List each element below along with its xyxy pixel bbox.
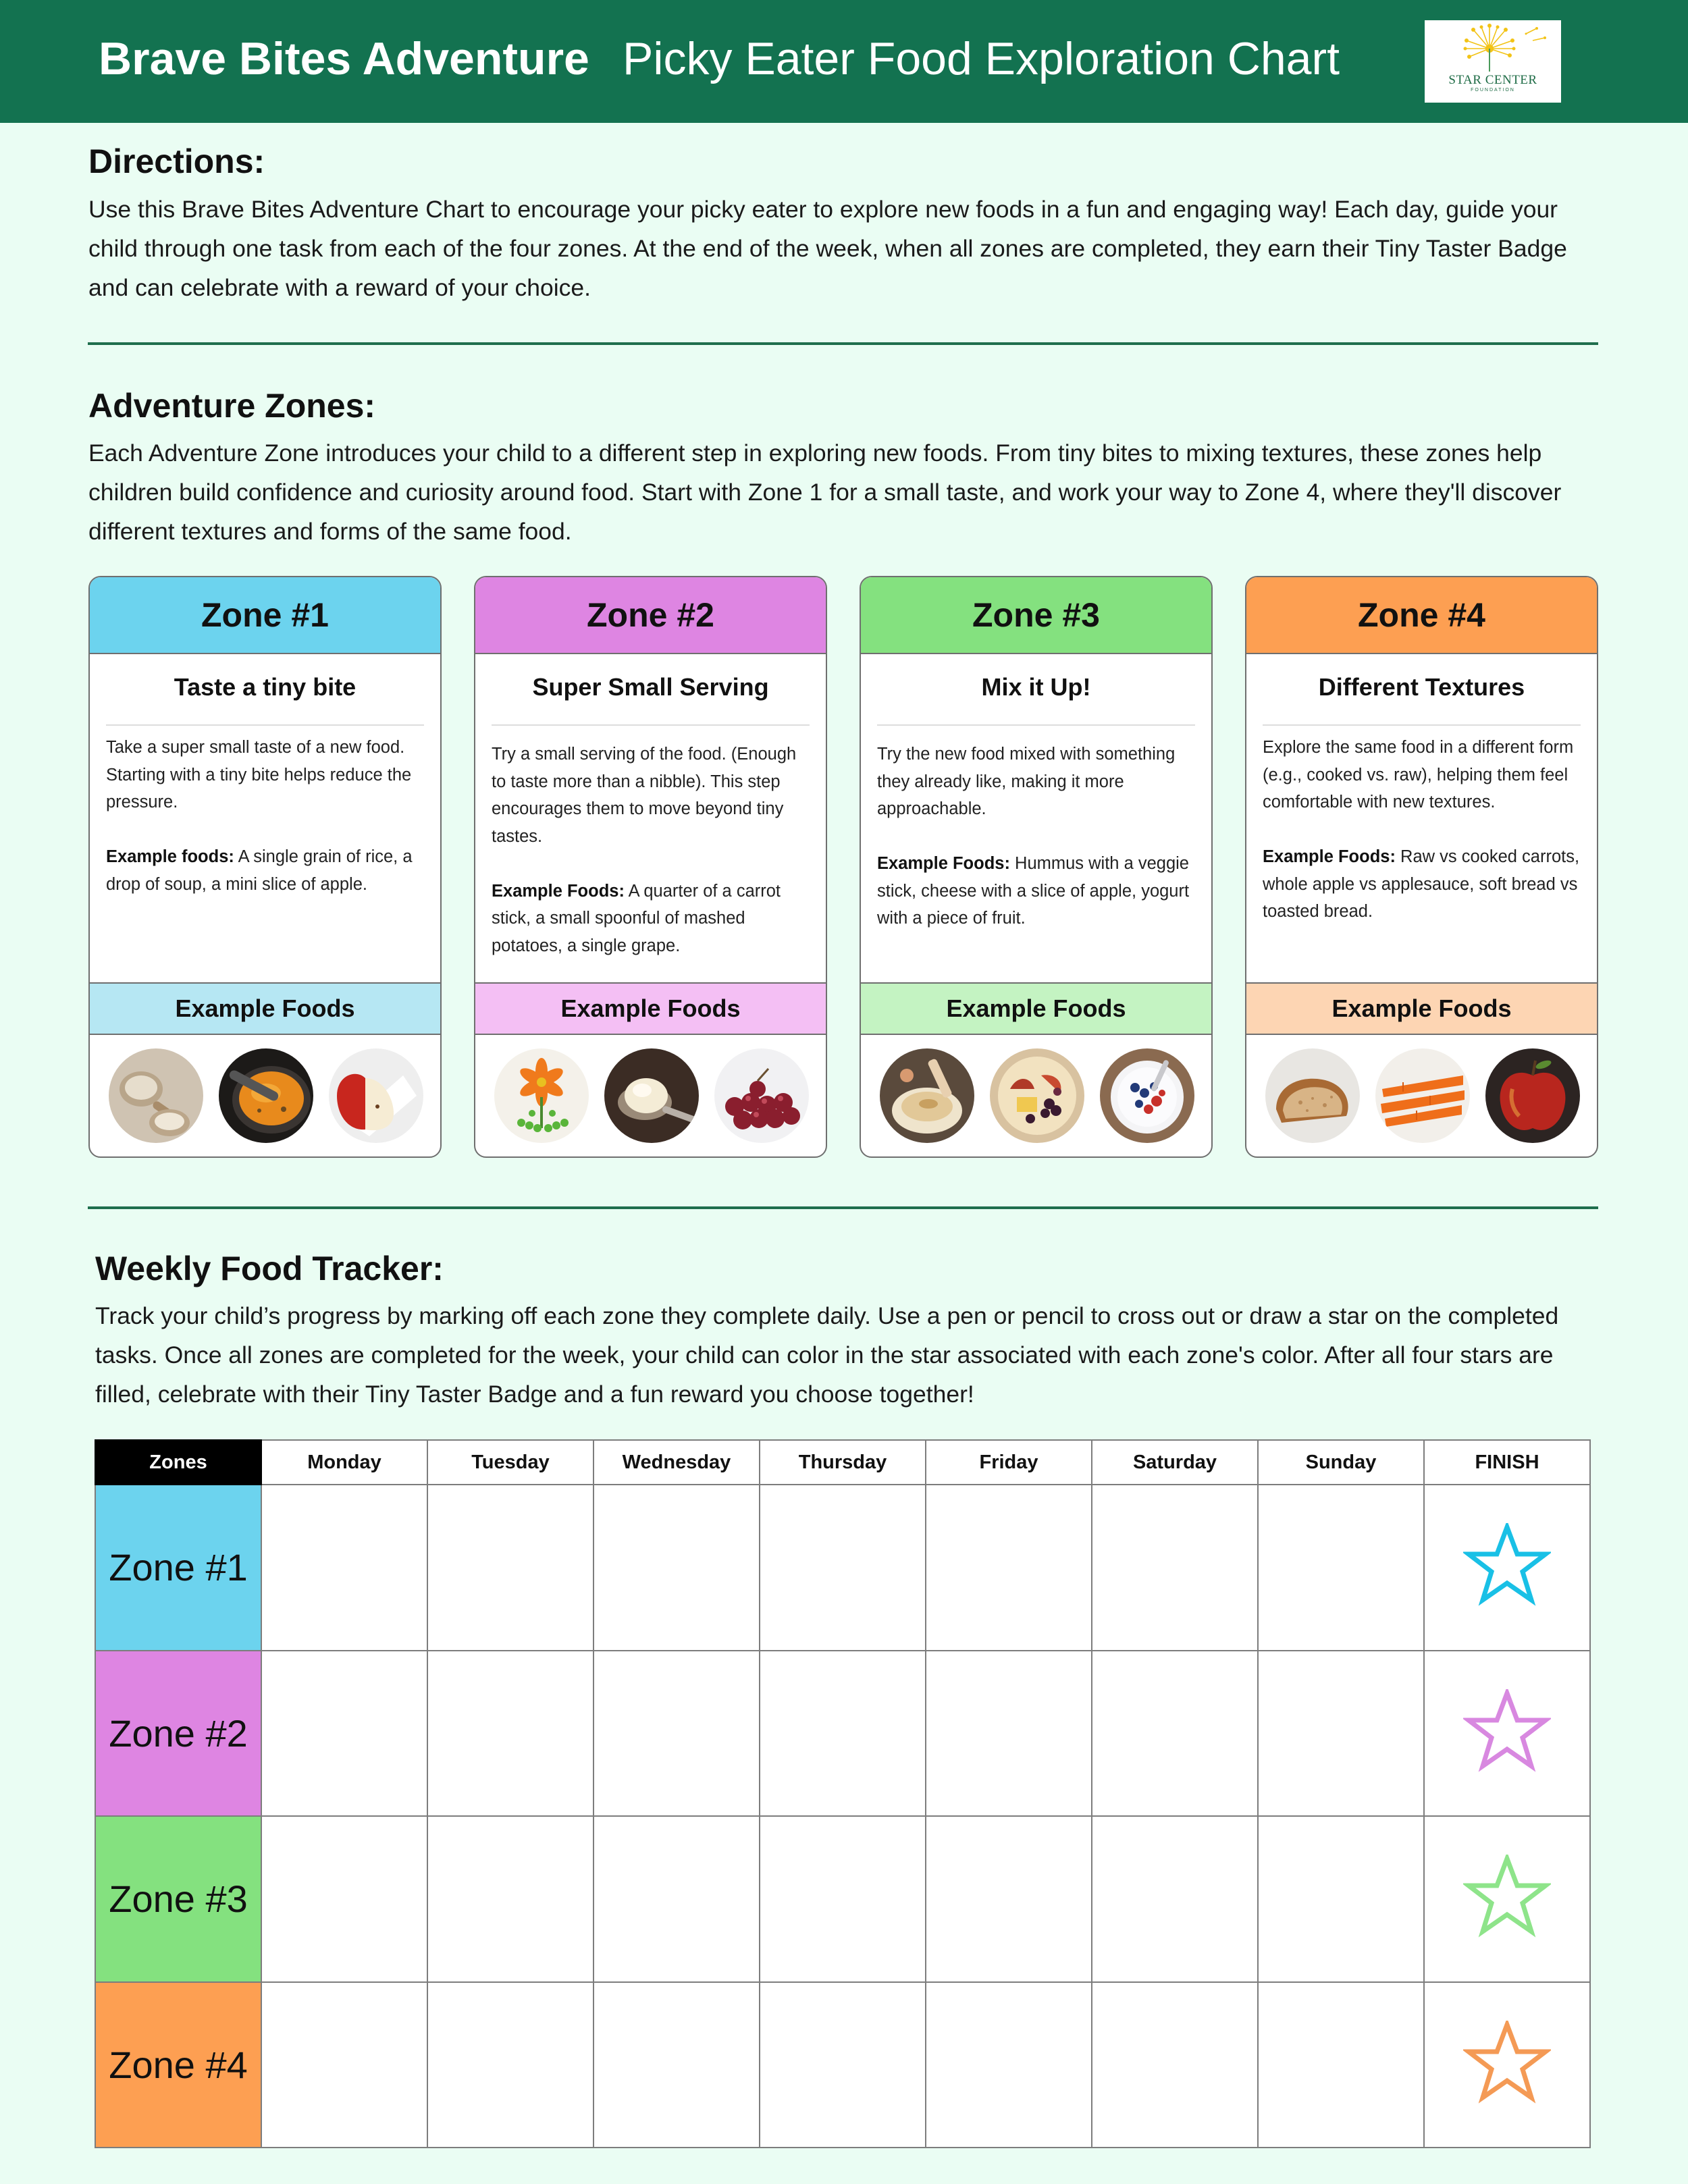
page-header <box>0 0 1688 123</box>
example-label: Example foods: <box>106 847 234 866</box>
zone-card-description <box>106 734 424 898</box>
day-cell[interactable] <box>760 1651 926 1817</box>
finish-cell[interactable] <box>1424 1816 1590 1982</box>
star-icon[interactable] <box>1463 2021 1551 2106</box>
example-text: A quarter of a carrot stick, a small spoonful of mashed potatoes, a single grape. <box>492 881 781 955</box>
star-icon[interactable] <box>1463 1689 1551 1774</box>
zone-card-description <box>492 741 810 959</box>
day-cell[interactable] <box>427 1485 594 1651</box>
zone-card-description <box>877 741 1195 932</box>
carrots-image <box>1375 1048 1470 1143</box>
zone-description-text: Take a super small taste of a new food. Starting with a tiny bite helps reduce the pressure. <box>106 738 412 811</box>
directions-title: Directions: <box>88 142 265 180</box>
tracker-row-zone-3 <box>95 1816 1590 1982</box>
zone-card-title: Different Textures <box>1318 673 1525 701</box>
day-cell[interactable] <box>1258 1816 1424 1982</box>
zone-card-2 <box>474 576 827 1158</box>
day-cell[interactable] <box>261 1982 427 2148</box>
zone-card-header: Zone #1 <box>90 577 440 654</box>
zone-card-header: Zone #3 <box>861 577 1211 654</box>
adventure-zones-text: Each Adventure Zone introduces your child to a different step in exploring new foods. From tiny bites to mixing textures, these zones help children build confidence and curiosity around food. Start with Zone 1 for a small taste, and work your way to Zone 4, where they'll discover different textures and forms of the same food. <box>88 440 1562 545</box>
zone-description-text: Explore the same food in a different form (e.g., cooked vs. raw), helping them feel comfortable with new textures. <box>1263 738 1574 811</box>
day-cell[interactable] <box>760 1982 926 2148</box>
zone-description-text: Try a small serving of the food. (Enough to taste more than a nibble). This step encourages them to move beyond tiny tastes. <box>492 745 797 846</box>
zone-card-1 <box>88 576 442 1158</box>
day-cell[interactable] <box>1092 1651 1258 1817</box>
zone-description-text: Try the new food mixed with something they already like, making it more approachable. <box>877 745 1176 818</box>
logo-subtext: FOUNDATION <box>1471 88 1515 92</box>
card-divider <box>492 724 810 726</box>
header-monday: Monday <box>261 1440 427 1485</box>
adventure-zones-title: Adventure Zones: <box>88 387 376 425</box>
day-cell[interactable] <box>594 1485 760 1651</box>
zone-card-title: Super Small Serving <box>532 673 769 701</box>
grapes-image <box>714 1048 809 1143</box>
dandelion-icon <box>1425 20 1561 74</box>
example-label: Example Foods: <box>1263 847 1396 866</box>
example-text: Hummus with a veggie stick, cheese with a slice of apple, yogurt with a piece of fruit. <box>877 854 1190 928</box>
example-foods-label: Example Foods <box>861 982 1211 1035</box>
day-cell[interactable] <box>427 1816 594 1982</box>
cheese-apple-plate-image <box>990 1048 1084 1143</box>
hummus-veggie-image <box>880 1048 974 1143</box>
card-divider <box>877 724 1195 726</box>
header-finish: FINISH <box>1424 1440 1590 1485</box>
logo-text: STAR CENTER <box>1448 73 1537 87</box>
carrot-flower-plate-image <box>494 1048 589 1143</box>
zone-card-title: Mix it Up! <box>981 673 1091 701</box>
star-center-logo <box>1425 20 1561 103</box>
star-icon[interactable] <box>1463 1523 1551 1608</box>
zone-label-cell: Zone #3 <box>95 1816 261 1982</box>
day-cell[interactable] <box>261 1816 427 1982</box>
day-cell[interactable] <box>594 1982 760 2148</box>
zone-card-header: Zone #4 <box>1246 577 1597 654</box>
day-cell[interactable] <box>760 1816 926 1982</box>
header-wednesday: Wednesday <box>594 1440 760 1485</box>
day-cell[interactable] <box>594 1816 760 1982</box>
zone-label-cell: Zone #4 <box>95 1982 261 2148</box>
day-cell[interactable] <box>1258 1651 1424 1817</box>
tracker-text: Track your child’s progress by marking off each zone they complete daily. Use a pen or pencil to cross out or draw a star on the completed tasks. Once all zones are completed for the week, your child can color in the star associated with each zone's color. After all four stars are filled, celebrate with their Tiny Taster Badge and a fun reward you choose together! <box>95 1302 1559 1408</box>
apple-image <box>1485 1048 1580 1143</box>
example-foods-label: Example Foods <box>90 982 440 1035</box>
header-tuesday: Tuesday <box>427 1440 594 1485</box>
header-saturday: Saturday <box>1092 1440 1258 1485</box>
day-cell[interactable] <box>594 1651 760 1817</box>
example-label: Example Foods: <box>877 854 1010 873</box>
divider <box>88 342 1598 345</box>
tracker-header-row <box>95 1440 1590 1485</box>
tracker-title: Weekly Food Tracker: <box>95 1250 444 1287</box>
zone-card-4 <box>1245 576 1598 1158</box>
finish-cell[interactable] <box>1424 1651 1590 1817</box>
soup-bowl-image <box>219 1048 313 1143</box>
tracker-row-zone-4 <box>95 1982 1590 2148</box>
day-cell[interactable] <box>926 1651 1092 1817</box>
day-cell[interactable] <box>1092 1982 1258 2148</box>
zone-card-title: Taste a tiny bite <box>174 673 357 701</box>
day-cell[interactable] <box>1258 1485 1424 1651</box>
day-cell[interactable] <box>261 1651 427 1817</box>
tracker-row-zone-2 <box>95 1651 1590 1817</box>
example-text: Raw vs cooked carrots, whole apple vs applesauce, soft bread vs toasted bread. <box>1263 847 1580 921</box>
card-divider <box>106 724 424 726</box>
header-thursday: Thursday <box>760 1440 926 1485</box>
weekly-tracker-table <box>95 1439 1591 2148</box>
example-label: Example Foods: <box>492 881 625 901</box>
example-text: A single grain of rice, a drop of soup, a mini slice of apple. <box>106 847 413 894</box>
finish-cell[interactable] <box>1424 1982 1590 2148</box>
day-cell[interactable] <box>926 1816 1092 1982</box>
mashed-potato-spoon-image <box>604 1048 699 1143</box>
zone-card-description <box>1263 734 1581 926</box>
apple-slice-image <box>329 1048 423 1143</box>
day-cell[interactable] <box>261 1485 427 1651</box>
directions-text: Use this Brave Bites Adventure Chart to encourage your picky eater to explore new foods in a fun and engaging way! Each day, guide your child through one task from each of the four zones. At the end of the week, when all zones are completed, they earn their Tiny Taster Badge and can celebrate with a reward of your choice. <box>88 196 1567 301</box>
day-cell[interactable] <box>926 1982 1092 2148</box>
rice-spoon-image <box>109 1048 203 1143</box>
day-cell[interactable] <box>1092 1816 1258 1982</box>
day-cell[interactable] <box>1258 1982 1424 2148</box>
day-cell[interactable] <box>760 1485 926 1651</box>
card-divider <box>1263 724 1581 726</box>
zone-label-cell: Zone #2 <box>95 1651 261 1817</box>
example-foods-label: Example Foods <box>1246 982 1597 1035</box>
header-sunday: Sunday <box>1258 1440 1424 1485</box>
day-cell[interactable] <box>427 1651 594 1817</box>
header-zones: Zones <box>95 1440 261 1485</box>
header-friday: Friday <box>926 1440 1092 1485</box>
zone-label-cell: Zone #1 <box>95 1485 261 1651</box>
zone-card-header: Zone #2 <box>475 577 826 654</box>
zone-card-3 <box>860 576 1213 1158</box>
example-foods-label: Example Foods <box>475 982 826 1035</box>
day-cell[interactable] <box>427 1982 594 2148</box>
title-bold: Brave Bites Adventure <box>99 33 589 84</box>
bread-image <box>1265 1048 1360 1143</box>
day-cell[interactable] <box>926 1485 1092 1651</box>
star-icon[interactable] <box>1463 1855 1551 1940</box>
finish-cell[interactable] <box>1424 1485 1590 1651</box>
divider <box>88 1206 1598 1209</box>
tracker-row-zone-1 <box>95 1485 1590 1651</box>
yogurt-fruit-bowl-image <box>1100 1048 1194 1143</box>
title-light: Picky Eater Food Exploration Chart <box>623 33 1340 84</box>
day-cell[interactable] <box>1092 1485 1258 1651</box>
